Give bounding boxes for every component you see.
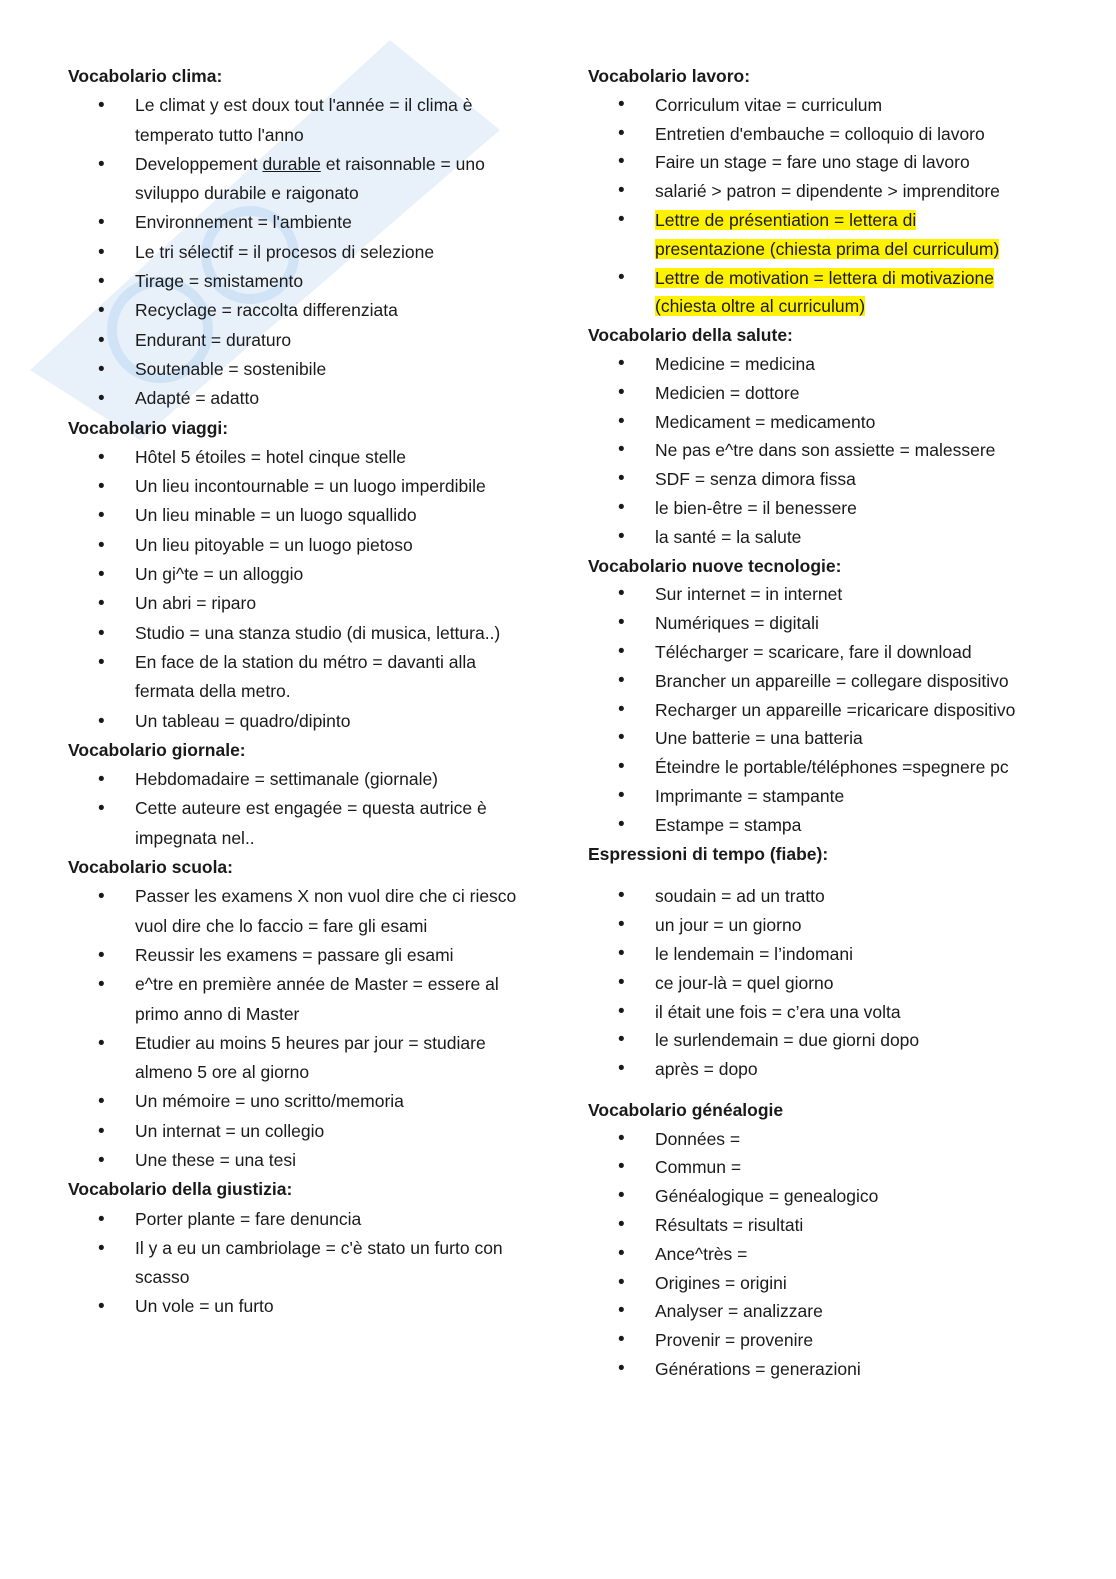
- list-item: • Passer les examens X non vuol dire che ci riesco vuol dire che lo faccio = fare gli esami: [68, 882, 528, 941]
- list-item: • Reussir les examens = passare gli esami: [68, 941, 528, 970]
- list-giustizia: [68, 1205, 528, 1322]
- list-viaggi: [68, 443, 528, 736]
- list-item: • le surlendemain = due giorni dopo: [588, 1026, 1058, 1055]
- list-item: • ce jour-là = quel giorno: [588, 969, 1058, 998]
- spacer: [588, 868, 1058, 882]
- list-genealogie: [588, 1125, 1058, 1384]
- list-item: • Medicament = medicamento: [588, 408, 1058, 437]
- underlined-word: durable: [262, 153, 321, 174]
- list-item: • Medicine = medicina: [588, 350, 1058, 379]
- list-item: • Généalogique = genealogico: [588, 1182, 1058, 1211]
- list-item: • Générations = generazioni: [588, 1355, 1058, 1384]
- list-tecnologie: [588, 580, 1058, 839]
- list-item: • Un lieu pitoyable = un luogo pietoso: [68, 531, 528, 560]
- list-item: • Un internat = un collegio: [68, 1117, 528, 1146]
- list-item: • Environnement = l'ambiente: [68, 208, 528, 237]
- list-item: • Une batterie = una batteria: [588, 724, 1058, 753]
- list-item: • Un vole = un furto: [68, 1292, 528, 1321]
- list-item: • e^tre en première année de Master = essere al primo anno di Master: [68, 970, 528, 1029]
- list-item: • Hebdomadaire = settimanale (giornale): [68, 765, 528, 794]
- section-title-salute: Vocabolario della salute:: [588, 325, 793, 346]
- list-item-highlighted: [588, 206, 1058, 264]
- section-title-tecnologie: Vocabolario nuove tecnologie:: [588, 555, 842, 576]
- list-item: • Corriculum vitae = curriculum: [588, 91, 1058, 120]
- highlighted-text: Lettre de présentiation = lettera di: [655, 209, 917, 230]
- list-item: • Commun =: [588, 1153, 1058, 1182]
- list-item-rest: et raisonnable = uno sviluppo durabile e raigonato: [135, 153, 485, 204]
- list-item: • Un abri = riparo: [68, 589, 528, 618]
- list-item: • Une these = una tesi: [68, 1146, 528, 1175]
- list-item: • soudain = ad un tratto: [588, 882, 1058, 911]
- list-item: • Recyclage = raccolta differenziata: [68, 296, 528, 325]
- list-item: • Brancher un appareille = collegare dispositivo: [588, 667, 1058, 696]
- list-item: • Ance^très =: [588, 1240, 1058, 1269]
- list-item: • Entretien d'embauche = colloquio di lavoro: [588, 120, 1058, 149]
- list-item: • salarié > patron = dipendente > imprenditore: [588, 177, 1058, 206]
- list-item: • Etudier au moins 5 heures par jour = studiare almeno 5 ore al giorno: [68, 1029, 528, 1088]
- list-item: • Soutenable = sostenibile: [68, 355, 528, 384]
- list-item: • Un lieu minable = un luogo squallido: [68, 501, 528, 530]
- section-title-viaggi: Vocabolario viaggi:: [68, 417, 229, 438]
- list-item: • Endurant = duraturo: [68, 326, 528, 355]
- section-title-giustizia: Vocabolario della giustizia:: [68, 1179, 293, 1200]
- list-item: • Provenir = provenire: [588, 1326, 1058, 1355]
- list-item: • le bien-être = il benessere: [588, 494, 1058, 523]
- list-item: • Sur internet = in internet: [588, 580, 1058, 609]
- spacer: [588, 1084, 1058, 1096]
- section-title-lavoro: Vocabolario lavoro:: [588, 66, 751, 86]
- list-item: • Porter plante = fare denuncia: [68, 1205, 528, 1234]
- list-item: • Numériques = digitali: [588, 609, 1058, 638]
- list-item: • Estampe = stampa: [588, 811, 1058, 840]
- section-title-genealogie: Vocabolario généalogie: [588, 1099, 784, 1120]
- list-item: • Le tri sélectif = il procesos di selezione: [68, 238, 528, 267]
- list-item: • après = dopo: [588, 1055, 1058, 1084]
- list-item: • la santé = la salute: [588, 523, 1058, 552]
- list-item: • Adapté = adatto: [68, 384, 528, 413]
- list-item: • Il y a eu un cambriolage = c'è stato un furto con scasso: [68, 1234, 528, 1293]
- list-item: • Un tableau = quadro/dipinto: [68, 707, 528, 736]
- list-item: • Données =: [588, 1125, 1058, 1154]
- list-item: • Un mémoire = uno scritto/memoria: [68, 1087, 528, 1116]
- list-item: • Éteindre le portable/téléphones =spegnere pc: [588, 753, 1058, 782]
- list-item: • En face de la station du métro = davanti alla fermata della metro.: [68, 648, 528, 707]
- list-giornale: [68, 765, 528, 853]
- list-salute: [588, 350, 1058, 552]
- list-item: • Studio = una stanza studio (di musica, lettura..): [68, 619, 528, 648]
- list-item: • Faire un stage = fare uno stage di lavoro: [588, 148, 1058, 177]
- list-item: • Le climat y est doux tout l'année = il clima è temperato tutto l'anno: [68, 91, 528, 150]
- list-item: • Tirage = smistamento: [68, 267, 528, 296]
- list-item: • Medicien = dottore: [588, 379, 1058, 408]
- list-item-prefix: Developpement: [135, 153, 263, 174]
- list-tempo: [588, 882, 1058, 1084]
- list-item: • SDF = senza dimora fissa: [588, 465, 1058, 494]
- highlighted-text: Lettre de motivation = lettera di motivazione: [655, 267, 995, 288]
- highlighted-text: (chiesta oltre al curriculum): [655, 296, 866, 317]
- section-title-giornale: Vocabolario giornale:: [68, 739, 246, 760]
- list-item: • Résultats = risultati: [588, 1211, 1058, 1240]
- list-item: • Origines = origini: [588, 1269, 1058, 1298]
- left-column: [68, 62, 528, 1322]
- list-item: • il était une fois = c’era una volta: [588, 998, 1058, 1027]
- list-item: • Cette auteure est engagée = questa autrice è impegnata nel..: [68, 794, 528, 853]
- list-item: • Un gi^te = un alloggio: [68, 560, 528, 589]
- list-item: • Un lieu incontournable = un luogo imperdibile: [68, 472, 528, 501]
- highlighted-text: presentazione (chiesta prima del curriculum): [655, 238, 1000, 259]
- list-item: • Imprimante = stampante: [588, 782, 1058, 811]
- list-item: • Télécharger = scaricare, fare il download: [588, 638, 1058, 667]
- right-column: [588, 62, 1058, 1384]
- section-title-clima: Vocabolario clima:: [68, 66, 223, 86]
- list-item-highlighted: [588, 264, 1058, 322]
- list-lavoro: [588, 91, 1058, 321]
- list-scuola: [68, 882, 528, 1175]
- list-item: • un jour = un giorno: [588, 911, 1058, 940]
- list-item: • Hôtel 5 étoiles = hotel cinque stelle: [68, 443, 528, 472]
- section-title-scuola: Vocabolario scuola:: [68, 857, 233, 878]
- list-item: • Ne pas e^tre dans son assiette = malessere: [588, 436, 1058, 465]
- section-title-tempo: Espressioni di tempo (fiabe):: [588, 843, 829, 864]
- list-item: • Recharger un appareille =ricaricare dispositivo: [588, 696, 1058, 725]
- list-clima: [68, 91, 528, 413]
- list-item: • Analyser = analizzare: [588, 1297, 1058, 1326]
- list-item: [68, 150, 528, 209]
- list-item: • le lendemain = l’indomani: [588, 940, 1058, 969]
